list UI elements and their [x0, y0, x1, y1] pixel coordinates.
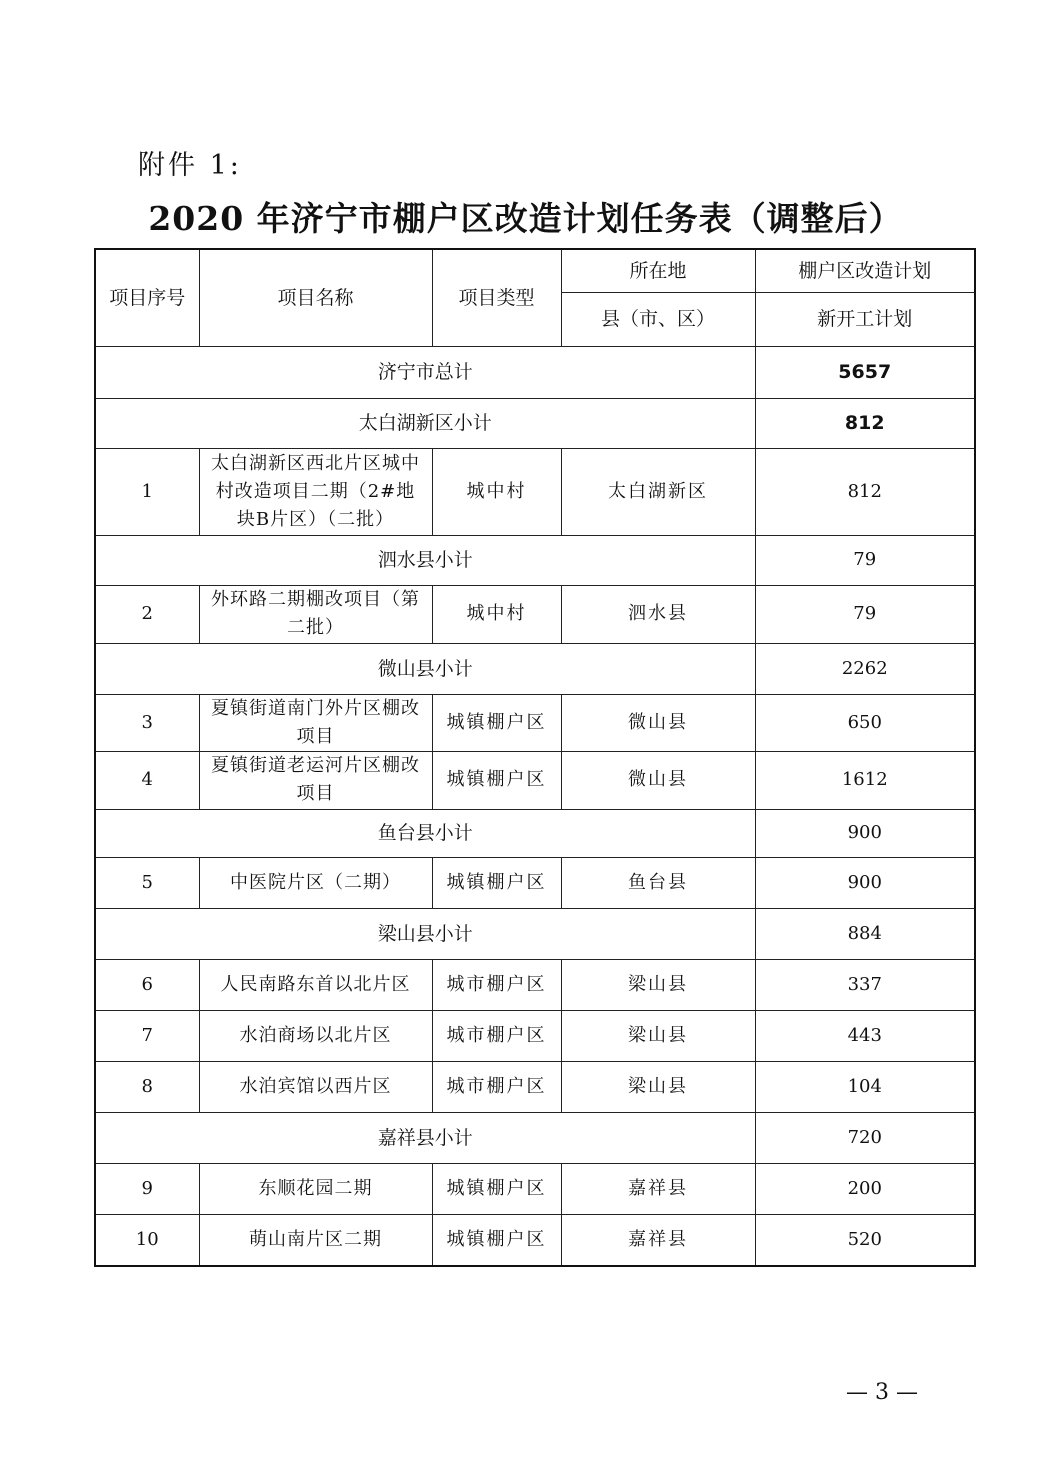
- subtotal-label: 梁山县小计: [95, 908, 755, 959]
- project-county: 微山县: [561, 751, 755, 809]
- project-seq: 10: [95, 1214, 199, 1266]
- project-county: 梁山县: [561, 1061, 755, 1112]
- project-name: 外环路二期棚改项目（第二批）: [199, 585, 432, 643]
- project-type: 城镇棚户区: [432, 751, 561, 809]
- header-name: 项目名称: [199, 249, 432, 346]
- project-type: 城中村: [432, 448, 561, 535]
- project-county: 泗水县: [561, 585, 755, 643]
- project-county: 梁山县: [561, 1010, 755, 1061]
- subtotal-row: [95, 809, 975, 857]
- project-county: 微山县: [561, 694, 755, 751]
- project-county: 嘉祥县: [561, 1163, 755, 1214]
- header-location: 所在地: [561, 249, 755, 292]
- header-county: 县（市、区）: [561, 292, 755, 346]
- project-type: 城镇棚户区: [432, 1214, 561, 1266]
- project-seq: 5: [95, 857, 199, 908]
- page-number: — 3 —: [846, 1380, 918, 1405]
- project-type: 城市棚户区: [432, 959, 561, 1010]
- table-row: [95, 1214, 975, 1266]
- project-name: 萌山南片区二期: [199, 1214, 432, 1266]
- project-name: 人民南路东首以北片区: [199, 959, 432, 1010]
- project-new-start: 1612: [755, 751, 975, 809]
- header-type: 项目类型: [432, 249, 561, 346]
- total-row: [95, 346, 975, 398]
- table-row: [95, 1010, 975, 1061]
- project-new-start: 520: [755, 1214, 975, 1266]
- subtotal-value: 2262: [755, 643, 975, 694]
- header-seq: 项目序号: [95, 249, 199, 346]
- subtotal-value: 884: [755, 908, 975, 959]
- total-label: 济宁市总计: [95, 346, 755, 398]
- project-new-start: 812: [755, 448, 975, 535]
- project-county: 鱼台县: [561, 857, 755, 908]
- subtotal-label: 嘉祥县小计: [95, 1112, 755, 1163]
- project-new-start: 104: [755, 1061, 975, 1112]
- subtotal-row: [95, 535, 975, 585]
- table-row: [95, 1163, 975, 1214]
- project-new-start: 650: [755, 694, 975, 751]
- project-type: 城镇棚户区: [432, 694, 561, 751]
- total-value: 5657: [755, 346, 975, 398]
- project-new-start: 79: [755, 585, 975, 643]
- project-name: 太白湖新区西北片区城中村改造项目二期（2#地块B片区）（二批）: [199, 448, 432, 535]
- table-row: [95, 585, 975, 643]
- project-name: 中医院片区（二期）: [199, 857, 432, 908]
- project-seq: 6: [95, 959, 199, 1010]
- table-body: [95, 249, 975, 1266]
- document-title: 2020 年济宁市棚户区改造计划任务表（调整后）: [148, 199, 903, 238]
- project-name: 夏镇街道南门外片区棚改项目: [199, 694, 432, 751]
- project-type: 城镇棚户区: [432, 857, 561, 908]
- project-new-start: 200: [755, 1163, 975, 1214]
- project-seq: 3: [95, 694, 199, 751]
- subtotal-value: 720: [755, 1112, 975, 1163]
- subtotal-label: 太白湖新区小计: [95, 398, 755, 448]
- project-seq: 7: [95, 1010, 199, 1061]
- project-new-start: 443: [755, 1010, 975, 1061]
- subtotal-label: 微山县小计: [95, 643, 755, 694]
- subtotal-row: [95, 643, 975, 694]
- project-name: 水泊商场以北片区: [199, 1010, 432, 1061]
- project-county: 太白湖新区: [561, 448, 755, 535]
- project-county: 嘉祥县: [561, 1214, 755, 1266]
- subtotal-label: 鱼台县小计: [95, 809, 755, 857]
- table-row: [95, 448, 975, 535]
- subtotal-value: 812: [755, 398, 975, 448]
- project-seq: 8: [95, 1061, 199, 1112]
- project-name: 水泊宾馆以西片区: [199, 1061, 432, 1112]
- table-row: [95, 1061, 975, 1112]
- renovation-plan-table: [94, 248, 976, 1267]
- project-seq: 4: [95, 751, 199, 809]
- project-seq: 1: [95, 448, 199, 535]
- header-plan: 棚户区改造计划: [755, 249, 975, 292]
- project-type: 城市棚户区: [432, 1010, 561, 1061]
- project-name: 夏镇街道老运河片区棚改项目: [199, 751, 432, 809]
- project-county: 梁山县: [561, 959, 755, 1010]
- project-new-start: 900: [755, 857, 975, 908]
- header-new-start: 新开工计划: [755, 292, 975, 346]
- attachment-label: 附件 1:: [138, 150, 242, 181]
- project-type: 城中村: [432, 585, 561, 643]
- project-seq: 2: [95, 585, 199, 643]
- project-seq: 9: [95, 1163, 199, 1214]
- subtotal-row: [95, 908, 975, 959]
- table-row: [95, 959, 975, 1010]
- table-row: [95, 694, 975, 751]
- project-name: 东顺花园二期: [199, 1163, 432, 1214]
- project-new-start: 337: [755, 959, 975, 1010]
- project-type: 城镇棚户区: [432, 1163, 561, 1214]
- subtotal-value: 79: [755, 535, 975, 585]
- table-row: [95, 751, 975, 809]
- subtotal-row: [95, 398, 975, 448]
- header-row-1: [95, 249, 975, 292]
- project-type: 城市棚户区: [432, 1061, 561, 1112]
- subtotal-value: 900: [755, 809, 975, 857]
- subtotal-label: 泗水县小计: [95, 535, 755, 585]
- table-row: [95, 857, 975, 908]
- subtotal-row: [95, 1112, 975, 1163]
